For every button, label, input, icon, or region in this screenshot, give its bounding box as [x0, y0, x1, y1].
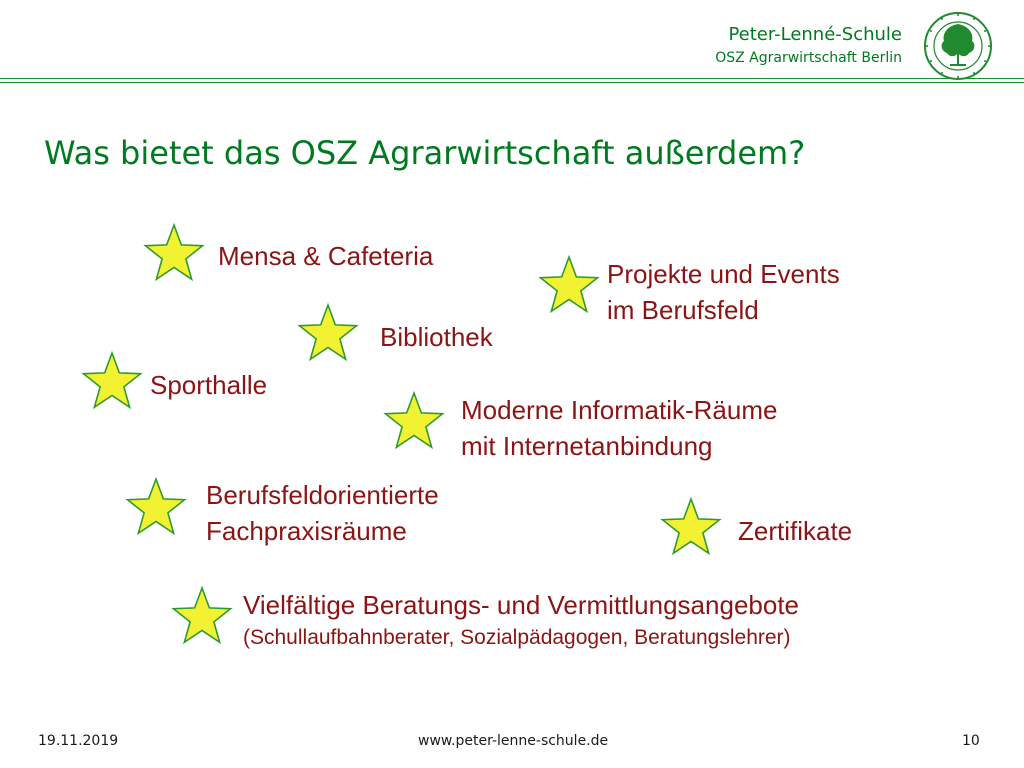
star-icon [80, 350, 144, 414]
star-icon [659, 496, 723, 560]
feature-label: Zertifikate [738, 516, 853, 546]
feature-label: mit Internetanbindung [461, 431, 713, 461]
school-logo [922, 10, 994, 82]
feature-label: im Berufsfeld [607, 295, 759, 325]
feature-sporthalle [150, 367, 267, 403]
feature-bibliothek [380, 319, 493, 355]
feature-fachpraxisraeume [206, 477, 439, 549]
school-subtitle: OSZ Agrarwirtschaft Berlin [715, 50, 902, 66]
footer-url[interactable]: www.peter-lenne-schule.de [418, 733, 609, 749]
feature-label: Fachpraxisräume [206, 516, 407, 546]
footer-page-number: 10 [962, 733, 980, 749]
star-icon [382, 390, 446, 454]
star-icon [296, 302, 360, 366]
feature-label: Berufsfeldorientierte [206, 480, 439, 510]
school-header [715, 24, 902, 68]
feature-sublabel: (Schullaufbahnberater, Sozialpädagogen, Beratungslehrer) [243, 626, 791, 649]
feature-label: Mensa & Cafeteria [218, 241, 434, 271]
feature-zertifikate [738, 513, 852, 549]
star-icon [170, 585, 234, 649]
star-icon [124, 476, 188, 540]
feature-label: Bibliothek [380, 322, 493, 352]
star-icon [537, 254, 601, 318]
school-name: Peter-Lenné-Schule [728, 24, 902, 45]
feature-mensa [218, 238, 433, 274]
slide-title: Was bietet das OSZ Agrarwirtschaft außerdem? [44, 134, 806, 172]
feature-label: Projekte und Events [607, 259, 840, 289]
feature-beratung [243, 587, 799, 653]
feature-label: Moderne Informatik-Räume [461, 395, 778, 425]
header-divider [0, 82, 1024, 83]
feature-label: Sporthalle [150, 370, 268, 400]
feature-projekte [607, 256, 840, 328]
footer-date: 19.11.2019 [38, 733, 119, 749]
feature-label: Vielfältige Beratungs- und Vermittlungsangebote [243, 590, 800, 620]
star-icon [142, 222, 206, 286]
feature-informatik [461, 392, 777, 464]
header-divider [0, 78, 1024, 79]
